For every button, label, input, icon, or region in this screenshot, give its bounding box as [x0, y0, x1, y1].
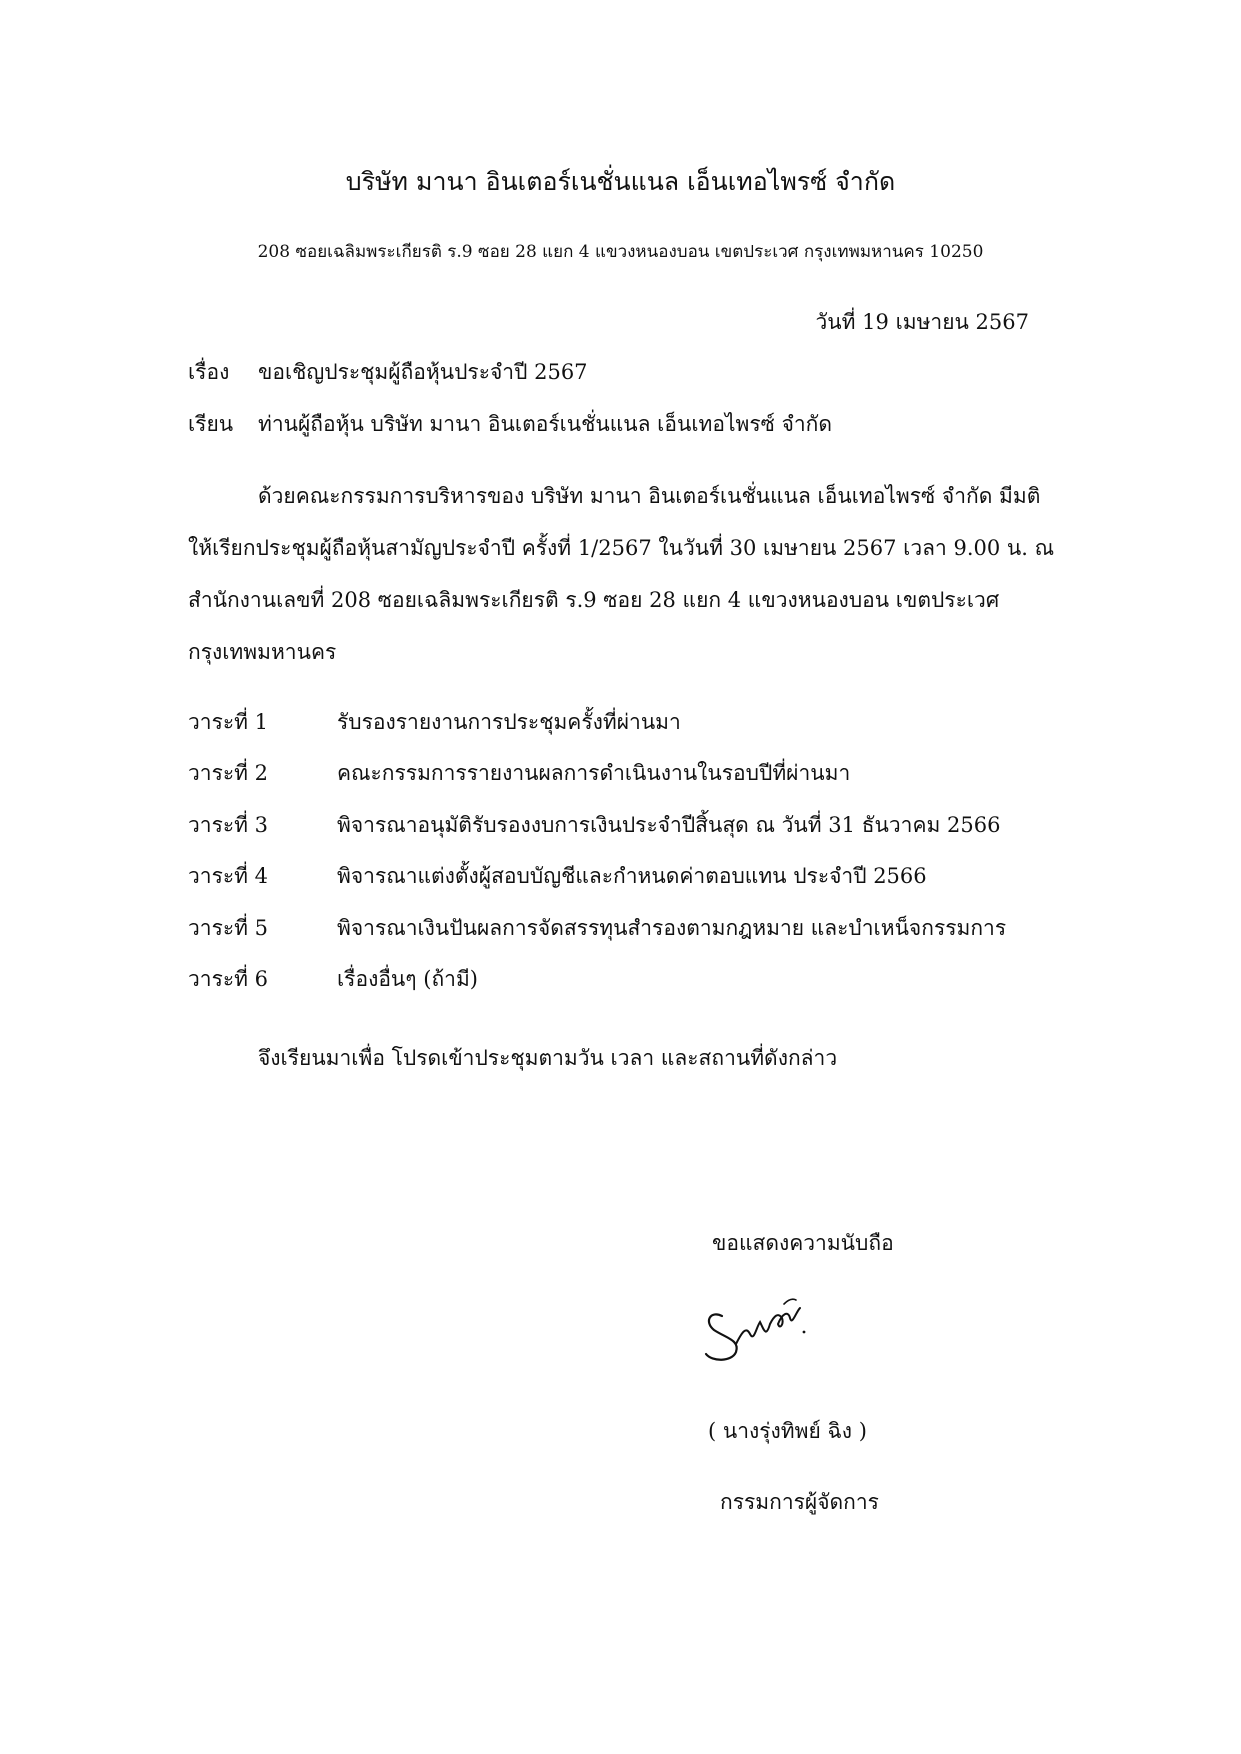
body-line: กรุงเทพมหานคร — [188, 640, 337, 664]
closing-sentence: จึงเรียนมาเพื่อ โปรดเข้าประชุมตามวัน เวลา และสถานที่ดังกล่าว — [258, 1046, 838, 1070]
subject-text: ขอเชิญประชุมผู้ถือหุ้นประจำปี 2567 — [258, 360, 588, 384]
agenda-label: วาระที่ 2 — [188, 761, 269, 785]
agenda-label: วาระที่ 5 — [188, 916, 269, 940]
signature-image — [700, 1288, 840, 1368]
agenda-label: วาระที่ 4 — [188, 864, 269, 888]
agenda-item: พิจารณาอนุมัติรับรองงบการเงินประจำปีสิ้นสุด ณ วันที่ 31 ธันวาคม 2566 — [337, 813, 1001, 837]
regards-text: ขอแสดงความนับถือ — [712, 1231, 894, 1255]
recipient-text: ท่านผู้ถือหุ้น บริษัท มานา อินเตอร์เนชั่นแนล เอ็นเทอไพรซ์ จำกัด — [258, 412, 833, 436]
body-line: สำนักงานเลขที่ 208 ซอยเฉลิมพระเกียรติ ร.9 ซอย 28 แยก 4 แขวงหนองบอน เขตประเวศ — [188, 588, 1000, 612]
agenda-label: วาระที่ 6 — [188, 967, 269, 991]
agenda-item: พิจารณาเงินปันผลการจัดสรรทุนสำรองตามกฎหมาย และบำเหน็จกรรมการ — [337, 916, 1007, 940]
body-line: ด้วยคณะกรรมการบริหารของ บริษัท มานา อินเตอร์เนชั่นแนล เอ็นเทอไพรซ์ จำกัด มีมติ — [258, 484, 1041, 508]
signer-name: ( นางรุ่งทิพย์ ฉิง ) — [708, 1419, 867, 1443]
recipient-label: เรียน — [188, 412, 234, 436]
body-line: ให้เรียกประชุมผู้ถือหุ้นสามัญประจำปี ครั้งที่ 1/2567 ในวันที่ 30 เมษายน 2567 เวลา 9.00 น. ณ — [188, 536, 1055, 560]
letter-date: วันที่ 19 เมษายน 2567 — [815, 310, 1029, 334]
agenda-label: วาระที่ 3 — [188, 813, 269, 837]
company-address: 208 ซอยเฉลิมพระเกียรติ ร.9 ซอย 28 แยก 4 แขวงหนองบอน เขตประเวศ กรุงเทพมหานคร 10250 — [257, 242, 984, 262]
signer-position: กรรมการผู้จัดการ — [720, 1490, 879, 1514]
agenda-item: พิจารณาแต่งตั้งผู้สอบบัญชีและกำหนดค่าตอบแทน ประจำปี 2566 — [337, 864, 927, 888]
agenda-item: เรื่องอื่นๆ (ถ้ามี) — [337, 967, 478, 991]
body-paragraph — [188, 470, 1058, 678]
agenda-item: รับรองรายงานการประชุมครั้งที่ผ่านมา — [337, 710, 681, 734]
company-name: บริษัท มานา อินเตอร์เนชั่นแนล เอ็นเทอไพรซ์ จำกัด — [345, 167, 896, 196]
agenda-item: คณะกรรมการรายงานผลการดำเนินงานในรอบปีที่ผ่านมา — [337, 761, 851, 785]
subject-label: เรื่อง — [188, 360, 230, 384]
agenda-label: วาระที่ 1 — [188, 710, 269, 734]
